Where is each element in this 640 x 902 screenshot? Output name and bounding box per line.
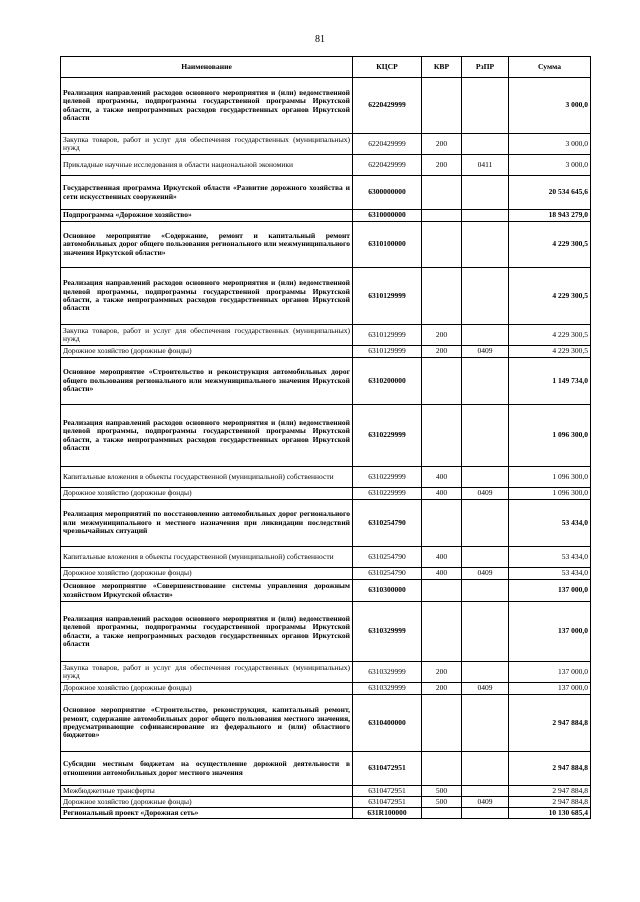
- table-row: [61, 568, 591, 580]
- row-rzpr-cell: [462, 467, 509, 488]
- row-rzpr-cell: 0409: [462, 568, 509, 580]
- row-kcsr-cell: 6310100000: [353, 222, 422, 268]
- row-rzpr-cell: [462, 662, 509, 683]
- row-rzpr-cell: [462, 786, 509, 797]
- row-name-cell: Капитальные вложения в объекты государственной (муниципальной) собственности: [61, 547, 353, 568]
- row-name-cell: Реализация направлений расходов основного мероприятия и (или) ведомственной целевой программы, подпрограммы государственной программы Иркутской области, а также непрограммных расходов государственных органов Иркутской области: [61, 268, 353, 325]
- row-sum-cell: 53 434,0: [509, 547, 591, 568]
- row-name-cell: Реализация направлений расходов основного мероприятия и (или) ведомственной целевой программы, подпрограммы государственной программы Иркутской области, а также непрограммных расходов государственных органов Иркутской области: [61, 405, 353, 467]
- row-rzpr-cell: [462, 210, 509, 222]
- row-kvr-cell: 200: [422, 134, 462, 155]
- row-sum-cell: 3 000,0: [509, 155, 591, 176]
- table-row: [61, 488, 591, 500]
- row-name-cell: Закупка товаров, работ и услуг для обеспечения государственных (муниципальных) нужд: [61, 134, 353, 155]
- row-kvr-cell: [422, 405, 462, 467]
- table-body: [61, 78, 591, 819]
- row-rzpr-cell: 0409: [462, 346, 509, 358]
- row-kcsr-cell: 631R100000: [353, 808, 422, 819]
- row-rzpr-cell: 0411: [462, 155, 509, 176]
- row-kcsr-cell: 6310254790: [353, 547, 422, 568]
- table-row: [61, 78, 591, 134]
- row-name-cell: Дорожное хозяйство (дорожные фонды): [61, 568, 353, 580]
- row-rzpr-cell: [462, 268, 509, 325]
- row-sum-cell: 20 534 645,6: [509, 176, 591, 210]
- row-sum-cell: 137 000,0: [509, 602, 591, 662]
- table-row: [61, 695, 591, 752]
- page-number: 81: [315, 34, 325, 45]
- row-rzpr-cell: [462, 176, 509, 210]
- row-kcsr-cell: 6220429999: [353, 155, 422, 176]
- row-kvr-cell: [422, 358, 462, 405]
- row-rzpr-cell: [462, 752, 509, 786]
- row-rzpr-cell: [462, 602, 509, 662]
- table-row: [61, 358, 591, 405]
- row-sum-cell: 4 229 300,5: [509, 222, 591, 268]
- row-name-cell: Дорожное хозяйство (дорожные фонды): [61, 683, 353, 695]
- table-row: [61, 325, 591, 346]
- table-row: [61, 786, 591, 797]
- header-kcsr: КЦСР: [353, 57, 422, 78]
- row-name-cell: Реализация направлений расходов основного мероприятия и (или) ведомственной целевой программы, подпрограммы государственной программы Иркутской области, а также непрограммных расходов государственных органов Иркутской области: [61, 78, 353, 134]
- row-kcsr-cell: 6310000000: [353, 210, 422, 222]
- row-kvr-cell: 400: [422, 467, 462, 488]
- row-rzpr-cell: [462, 580, 509, 602]
- row-name-cell: Реализация мероприятий по восстановлению автомобильных дорог регионального или межмуниципального и местного назначения при ликвидации последствий чрезвычайных ситуаций: [61, 500, 353, 547]
- row-kcsr-cell: 6310254790: [353, 500, 422, 547]
- row-name-cell: Дорожное хозяйство (дорожные фонды): [61, 346, 353, 358]
- row-name-cell: Основное мероприятие «Строительство, реконструкция, капитальный ремонт, ремонт, содержание автомобильных дорог общего пользования местного значения, предусматривающие софинансирование из федерального и (или) областного бюджетов»: [61, 695, 353, 752]
- row-kvr-cell: [422, 210, 462, 222]
- row-kvr-cell: [422, 602, 462, 662]
- table-row: [61, 500, 591, 547]
- row-kcsr-cell: 6220429999: [353, 134, 422, 155]
- table-row: [61, 268, 591, 325]
- row-name-cell: Закупка товаров, работ и услуг для обеспечения государственных (муниципальных) нужд: [61, 325, 353, 346]
- row-sum-cell: 4 229 300,5: [509, 346, 591, 358]
- table-row: [61, 662, 591, 683]
- table-row: [61, 547, 591, 568]
- row-rzpr-cell: [462, 78, 509, 134]
- row-name-cell: Межбюджетные трансферты: [61, 786, 353, 797]
- row-sum-cell: 137 000,0: [509, 662, 591, 683]
- row-sum-cell: 1 096 300,0: [509, 467, 591, 488]
- row-kvr-cell: 200: [422, 346, 462, 358]
- row-kvr-cell: [422, 808, 462, 819]
- row-rzpr-cell: [462, 325, 509, 346]
- table-row: [61, 467, 591, 488]
- row-kvr-cell: [422, 176, 462, 210]
- table-row: [61, 683, 591, 695]
- row-kcsr-cell: 6310129999: [353, 268, 422, 325]
- row-sum-cell: 18 943 279,0: [509, 210, 591, 222]
- header-name: Наименование: [61, 57, 353, 78]
- table-row: [61, 176, 591, 210]
- row-rzpr-cell: [462, 808, 509, 819]
- row-kcsr-cell: 6310472951: [353, 786, 422, 797]
- row-sum-cell: 2 947 884,8: [509, 752, 591, 786]
- row-kcsr-cell: 6310129999: [353, 325, 422, 346]
- row-rzpr-cell: [462, 134, 509, 155]
- row-kcsr-cell: 6310329999: [353, 683, 422, 695]
- row-kcsr-cell: 6220429999: [353, 78, 422, 134]
- row-sum-cell: 3 000,0: [509, 78, 591, 134]
- row-kcsr-cell: 6310229999: [353, 488, 422, 500]
- header-rzpr: РзПР: [462, 57, 509, 78]
- row-sum-cell: 1 096 300,0: [509, 405, 591, 467]
- row-sum-cell: 4 229 300,5: [509, 325, 591, 346]
- row-sum-cell: 53 434,0: [509, 500, 591, 547]
- row-rzpr-cell: [462, 500, 509, 547]
- row-name-cell: Дорожное хозяйство (дорожные фонды): [61, 488, 353, 500]
- row-name-cell: Подпрограмма «Дорожное хозяйство»: [61, 210, 353, 222]
- row-kvr-cell: 200: [422, 683, 462, 695]
- row-kcsr-cell: 6310329999: [353, 602, 422, 662]
- row-sum-cell: 1 096 300,0: [509, 488, 591, 500]
- row-sum-cell: 4 229 300,5: [509, 268, 591, 325]
- row-kcsr-cell: 6310254790: [353, 568, 422, 580]
- row-sum-cell: 2 947 884,8: [509, 695, 591, 752]
- table-row: [61, 602, 591, 662]
- header-row: [61, 57, 591, 78]
- table-row: [61, 797, 591, 808]
- row-kvr-cell: [422, 580, 462, 602]
- row-rzpr-cell: 0409: [462, 683, 509, 695]
- row-sum-cell: 53 434,0: [509, 568, 591, 580]
- row-kcsr-cell: 6310300000: [353, 580, 422, 602]
- row-name-cell: Государственная программа Иркутской области «Развитие дорожного хозяйства и сети искусственных сооружений»: [61, 176, 353, 210]
- row-sum-cell: 3 000,0: [509, 134, 591, 155]
- table-header: [61, 57, 591, 78]
- table-row: [61, 752, 591, 786]
- table-row: [61, 222, 591, 268]
- row-rzpr-cell: [462, 405, 509, 467]
- header-sum: Сумма: [509, 57, 591, 78]
- row-kvr-cell: 400: [422, 547, 462, 568]
- row-name-cell: Капитальные вложения в объекты государственной (муниципальной) собственности: [61, 467, 353, 488]
- table-row: [61, 808, 591, 819]
- row-name-cell: Основное мероприятие «Совершенствование системы управления дорожным хозяйством Иркутской области»: [61, 580, 353, 602]
- row-rzpr-cell: [462, 222, 509, 268]
- row-name-cell: Дорожное хозяйство (дорожные фонды): [61, 797, 353, 808]
- row-rzpr-cell: [462, 547, 509, 568]
- row-kvr-cell: 200: [422, 325, 462, 346]
- row-kcsr-cell: 6310200000: [353, 358, 422, 405]
- row-sum-cell: 1 149 734,0: [509, 358, 591, 405]
- row-name-cell: Реализация направлений расходов основного мероприятия и (или) ведомственной целевой программы, подпрограммы государственной программы Иркутской области, а также непрограммных расходов государственных органов Иркутской области: [61, 602, 353, 662]
- row-kvr-cell: [422, 78, 462, 134]
- row-rzpr-cell: 0409: [462, 797, 509, 808]
- row-kvr-cell: [422, 500, 462, 547]
- row-kcsr-cell: 6300000000: [353, 176, 422, 210]
- row-name-cell: Закупка товаров, работ и услуг для обеспечения государственных (муниципальных) нужд: [61, 662, 353, 683]
- row-sum-cell: 137 000,0: [509, 580, 591, 602]
- row-kcsr-cell: 6310229999: [353, 405, 422, 467]
- row-kvr-cell: 400: [422, 488, 462, 500]
- table-row: [61, 580, 591, 602]
- row-kvr-cell: 400: [422, 568, 462, 580]
- row-kvr-cell: 500: [422, 797, 462, 808]
- row-sum-cell: 10 130 685,4: [509, 808, 591, 819]
- row-kvr-cell: 200: [422, 155, 462, 176]
- row-kcsr-cell: 6310329999: [353, 662, 422, 683]
- row-kcsr-cell: 6310400000: [353, 695, 422, 752]
- header-kvr: КВР: [422, 57, 462, 78]
- row-kvr-cell: [422, 695, 462, 752]
- row-name-cell: Прикладные научные исследования в области национальной экономики: [61, 155, 353, 176]
- row-kcsr-cell: 6310472951: [353, 797, 422, 808]
- row-kcsr-cell: 6310229999: [353, 467, 422, 488]
- row-rzpr-cell: [462, 358, 509, 405]
- row-kvr-cell: [422, 268, 462, 325]
- table-row: [61, 405, 591, 467]
- row-rzpr-cell: [462, 695, 509, 752]
- row-kvr-cell: [422, 752, 462, 786]
- row-sum-cell: 137 000,0: [509, 683, 591, 695]
- row-sum-cell: 2 947 884,8: [509, 786, 591, 797]
- row-kvr-cell: [422, 222, 462, 268]
- row-name-cell: Субсидии местным бюджетам на осуществление дорожной деятельности в отношении автомобильных дорог местного значения: [61, 752, 353, 786]
- row-sum-cell: 2 947 884,8: [509, 797, 591, 808]
- row-rzpr-cell: 0409: [462, 488, 509, 500]
- row-kcsr-cell: 6310472951: [353, 752, 422, 786]
- table-row: [61, 346, 591, 358]
- row-kvr-cell: 500: [422, 786, 462, 797]
- table-row: [61, 210, 591, 222]
- table-row: [61, 134, 591, 155]
- row-name-cell: Основное мероприятие «Содержание, ремонт и капитальный ремонт автомобильных дорог общего пользования регионального или межмуниципального значения Иркутской области»: [61, 222, 353, 268]
- budget-table: [60, 56, 591, 819]
- row-name-cell: Основное мероприятие «Строительство и реконструкция автомобильных дорог общего пользования регионального или межмуниципального значения Иркутской области»: [61, 358, 353, 405]
- table-row: [61, 155, 591, 176]
- row-name-cell: Региональный проект «Дорожная сеть»: [61, 808, 353, 819]
- row-kvr-cell: 200: [422, 662, 462, 683]
- row-kcsr-cell: 6310129999: [353, 346, 422, 358]
